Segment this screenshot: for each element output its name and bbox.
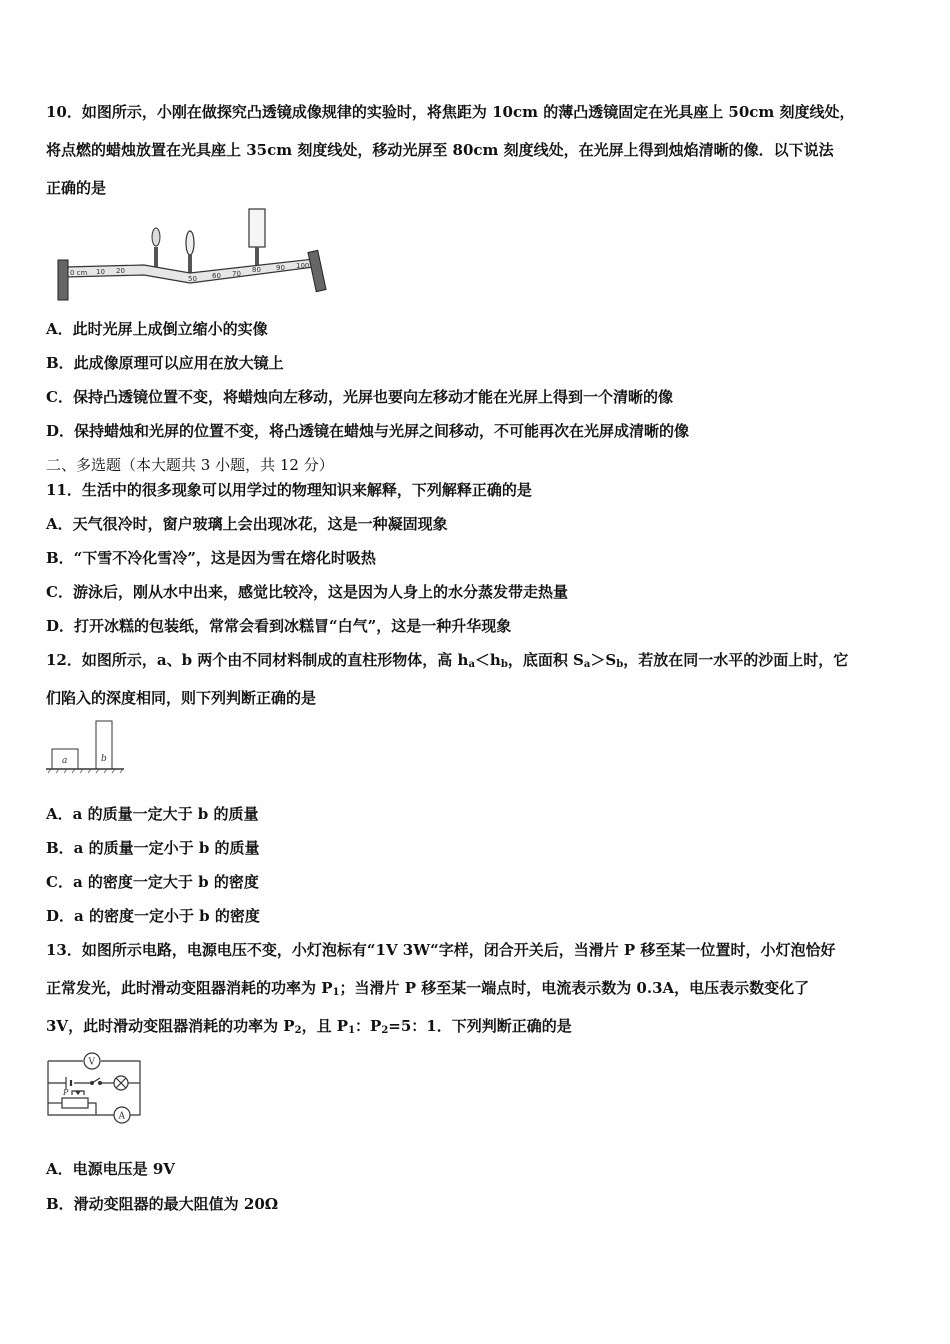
tick-label: 50 xyxy=(188,275,197,283)
q11-option-c: C．游泳后，刚从水中出来，感觉比较冷，这是因为人身上的水分蒸发带走热量 xyxy=(46,583,568,601)
q13-option-b: B．滑动变阻器的最大阻值为 20Ω xyxy=(46,1195,279,1213)
q10-option-a: A．此时光屏上成倒立缩小的实像 xyxy=(46,320,268,338)
slider-label: P xyxy=(63,1088,69,1097)
switch-icon xyxy=(91,1078,102,1084)
tick-label: 80 xyxy=(252,266,261,274)
q12-option-a: A．a 的质量一定大于 b 的质量 xyxy=(46,805,259,823)
q11-option-d: D．打开冰糕的包装纸，常常会看到冰糕冒“白气”，这是一种升华现象 xyxy=(46,617,512,635)
section-heading-multi-choice: 二、多选题（本大题共 3 小题，共 12 分） xyxy=(46,456,334,474)
light-screen-icon xyxy=(249,209,265,269)
convex-lens-icon xyxy=(186,231,194,277)
q13-stem-line1: 13．如图所示电路，电源电压不变，小灯泡标有“1V 3W“字样，闭合开关后，当滑片 P 移至某一位置时，小灯泡恰好 xyxy=(46,941,836,959)
q10-option-d: D．保持蜡烛和光屏的位置不变，将凸透镜在蜡烛与光屏之间移动，不可能再次在光屏成清晰的像 xyxy=(46,422,690,440)
tick-label: 20 xyxy=(116,267,125,275)
q10-option-c: C．保持凸透镜位置不变，将蜡烛向左移动，光屏也要向左移动才能在光屏上得到一个清晰的像 xyxy=(46,388,673,406)
tick-label: 0 cm xyxy=(70,269,88,277)
q12-option-d: D．a 的密度一定小于 b 的密度 xyxy=(46,907,260,925)
q13-option-a: A．电源电压是 9V xyxy=(46,1160,175,1178)
q10-option-b: B．此成像原理可以应用在放大镜上 xyxy=(46,354,284,372)
q10-stem-line1: 10．如图所示，小刚在做探究凸透镜成像规律的实验时，将焦距为 10cm 的薄凸透镜固定在光具座上 50cm 刻度线处， xyxy=(46,103,855,121)
q11-option-b: B．“下雪不冷化雪冷”，这是因为雪在熔化时吸热 xyxy=(46,549,376,567)
tick-label: 10 xyxy=(96,268,105,276)
tick-label: 90 xyxy=(276,264,285,272)
ammeter-label: A xyxy=(118,1111,125,1122)
candle-icon xyxy=(152,228,160,269)
q11-option-a: A．天气很冷时，窗户玻璃上会出现冰花，这是一种凝固现象 xyxy=(46,515,448,533)
q13-stem-line3: 3V，此时滑动变阻器消耗的功率为 $P_2$，且 $P_1$：$P_2=5$：1．下列判断正确的是 xyxy=(46,1017,572,1036)
q12-option-c: C．a 的密度一定大于 b 的密度 xyxy=(46,873,259,891)
columns-on-sand-figure xyxy=(44,715,126,777)
optical-bench-figure xyxy=(44,205,344,305)
q13-stem-line2: 正常发光，此时滑动变阻器消耗的功率为 $P_1$；当滑片 P 移至某一端点时，电流表示数为 0.3A，电压表示数变化了 xyxy=(46,979,810,998)
column-b-label: b xyxy=(101,754,107,764)
q12-stem-line1: 12．如图所示，a、b 两个由不同材料制成的直柱形物体，高 $h_a<h_b$，底面积 $S_a>S_b$，若放在同一水平的沙面上时，它 xyxy=(46,651,849,670)
q10-stem-line3: 正确的是 xyxy=(46,179,107,197)
voltmeter-label: V xyxy=(88,1057,95,1068)
circuit-diagram-figure xyxy=(44,1045,148,1127)
tick-label: 60 xyxy=(212,272,221,280)
column-a-label: a xyxy=(62,756,68,766)
lamp-icon xyxy=(114,1076,128,1090)
bench-right-post xyxy=(308,250,326,291)
q12-stem-line2: 们陷入的深度相同，则下列判断正确的是 xyxy=(46,689,317,707)
q12-option-b: B．a 的质量一定小于 b 的质量 xyxy=(46,839,260,857)
ammeter-icon xyxy=(114,1107,130,1123)
q11-stem: 11．生活中的很多现象可以用学过的物理知识来解释，下列解释正确的是 xyxy=(46,481,532,499)
tick-label: 100 xyxy=(296,262,310,270)
q10-stem-line2: 将点燃的蜡烛放置在光具座上 35cm 刻度线处，移动光屏至 80cm 刻度线处，在光屏上得到烛焰清晰的像．以下说法 xyxy=(46,141,834,159)
bench-left-post xyxy=(58,260,68,300)
tick-label: 70 xyxy=(232,270,241,278)
voltmeter-icon xyxy=(84,1053,100,1069)
